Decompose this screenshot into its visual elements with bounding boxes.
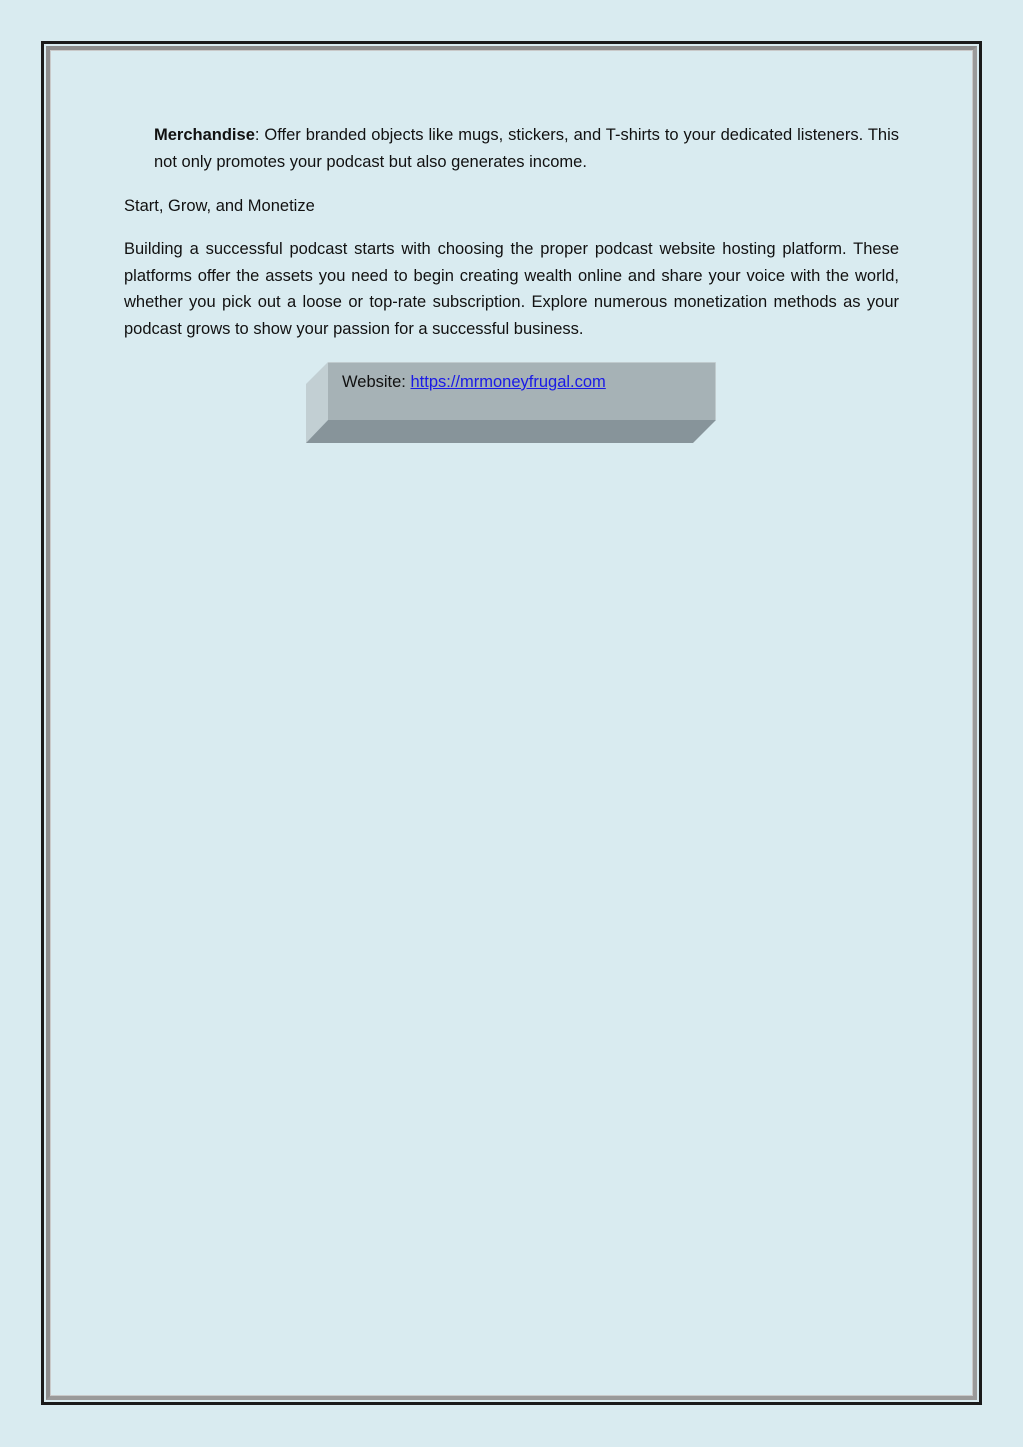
merchandise-text: : Offer branded objects like mugs, stickers, and T-shirts to your dedicated listeners. This not only promotes your podcast but also generates income. [154,126,899,171]
website-label: Website: [342,373,411,391]
section-paragraph: Building a successful podcast starts with choosing the proper podcast website hosting platform. These platforms offer the assets you need to begin creating wealth online and share your voice with the world, whether you pick out a loose or top-rate subscription. Explore numerous monetization methods as your podcast grows to show your passion for a successful business. [124,240,899,338]
website-link[interactable]: https://mrmoneyfrugal.com [410,373,606,391]
merchandise-term: Merchandise [154,126,255,144]
website-line [342,369,606,395]
merchandise-paragraph [154,122,899,175]
section-heading: Start, Grow, and Monetize [124,197,315,215]
website-box [306,362,716,443]
